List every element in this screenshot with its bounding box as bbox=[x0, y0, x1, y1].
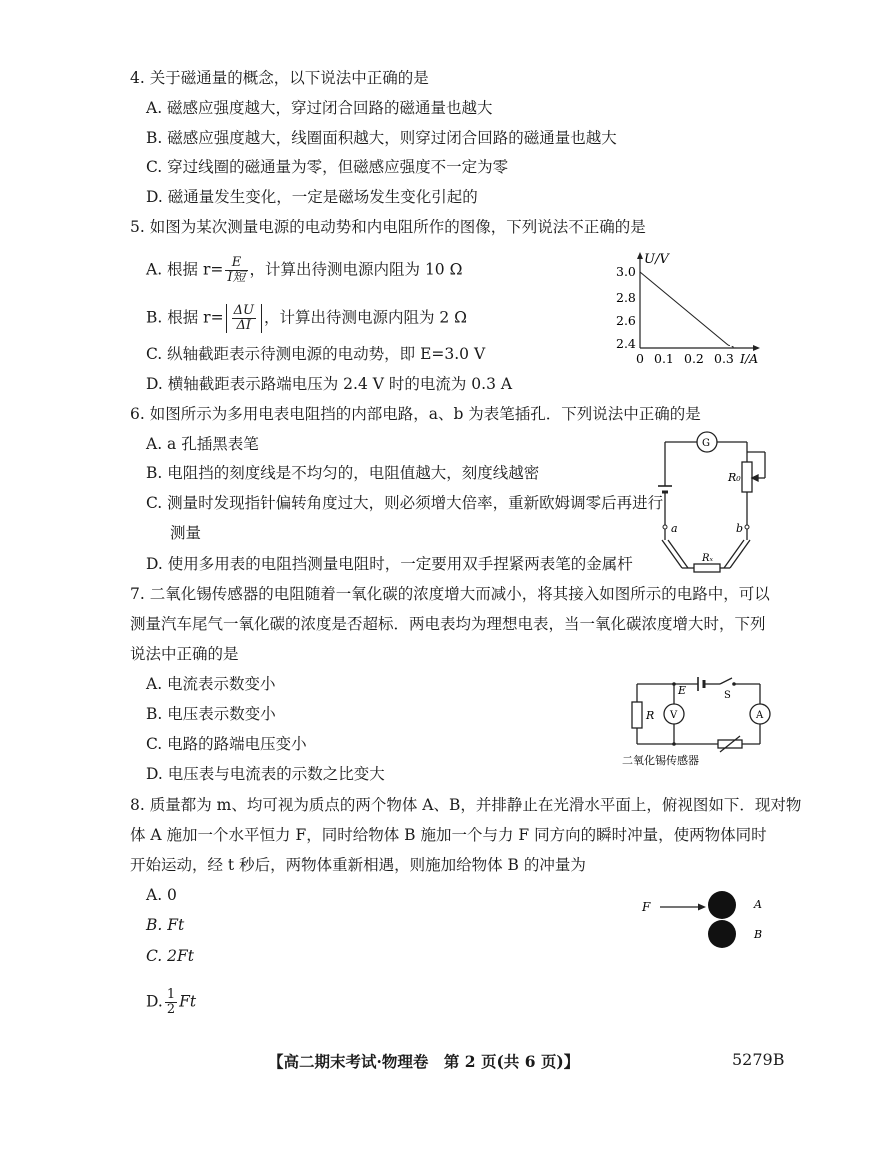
q8-objects-figure bbox=[636, 888, 776, 952]
q6-option-b: B. 电阻挡的刻度线是不均匀的，电阻值越大，刻度线越密 bbox=[146, 464, 540, 482]
r0-label: R₀ bbox=[728, 471, 741, 484]
q7-sensor-circuit bbox=[620, 676, 778, 770]
x-tick-0-2: 0.2 bbox=[684, 351, 704, 366]
q7-option-c: C. 电路的路端电压变小 bbox=[146, 735, 307, 753]
y-axis-label: U/V bbox=[644, 252, 669, 267]
object-b-label: B bbox=[754, 928, 763, 941]
q5-b-suffix: ，计算出待测电源内阻为 2 Ω bbox=[263, 308, 468, 327]
q6-option-c-line1: C. 测量时发现指针偏转角度过大，则必须增大倍率，重新欧姆调零后再进行 bbox=[146, 494, 664, 512]
q6-option-a: A. a 孔插黑表笔 bbox=[146, 435, 259, 453]
x-tick-0-3: 0.3 bbox=[714, 351, 734, 366]
q5-a-suffix: ，计算出待测电源内阻为 10 Ω bbox=[249, 260, 463, 279]
q7-stem-line1: 7. 二氧化锡传感器的电阻随着一氧化碳的浓度增大而减小，将其接入如图所示的电路中，可以 bbox=[130, 585, 770, 603]
q5-a-fraction bbox=[225, 256, 247, 285]
junction-top bbox=[672, 682, 676, 686]
force-arrow-head-icon bbox=[698, 904, 706, 911]
q6-ohmmeter-circuit bbox=[652, 428, 782, 578]
q8-stem-line1: 8. 质量都为 m、均可视为质点的两个物体 A、B，并排静止在光滑水平面上，俯视图如下．现对物 bbox=[130, 796, 802, 814]
b-label: b bbox=[736, 522, 744, 535]
force-label: F bbox=[642, 900, 651, 914]
junction-bottom bbox=[672, 742, 676, 746]
q7-option-d: D. 电压表与电流表的示数之比变大 bbox=[146, 765, 385, 783]
ammeter-label: A bbox=[756, 710, 764, 721]
q7-option-a: A. 电流表示数变小 bbox=[146, 675, 276, 693]
q8-d-suffix: Ft bbox=[179, 992, 197, 1011]
q5-stem: 5. 如图为某次测量电源的电动势和内电阻所作的图像，下列说法不正确的是 bbox=[130, 218, 646, 236]
q8-option-c: C. 2Ft bbox=[146, 947, 195, 965]
q8-d-fraction bbox=[165, 988, 177, 1017]
q5-ui-graph bbox=[604, 250, 774, 368]
q8-d-numerator: 1 bbox=[166, 987, 176, 1002]
sensor-caption: 二氧化锡传感器 bbox=[622, 754, 699, 767]
q7-stem-line3: 说法中正确的是 bbox=[130, 645, 239, 663]
x-tick-0-1: 0.1 bbox=[654, 351, 674, 366]
y-tick-3-0: 3.0 bbox=[616, 264, 636, 279]
q4-option-a: A. 磁感应强度越大，穿过闭合回路的磁通量也越大 bbox=[146, 99, 493, 117]
q4-option-c: C. 穿过线圈的磁通量为零，但磁感应强度不一定为零 bbox=[146, 158, 509, 176]
y-tick-2-4: 2.4 bbox=[616, 336, 636, 351]
page-footer: 【高二期末考试·物理卷 第 2 页(共 6 页)】 bbox=[268, 1052, 580, 1071]
object-b bbox=[708, 920, 736, 948]
q5-option-d: D. 横轴截距表示路端电压为 2.4 V 时的电流为 0.3 A bbox=[146, 375, 513, 393]
q5-a-numerator: E bbox=[225, 256, 247, 271]
switch-contact bbox=[732, 682, 736, 686]
q7-option-b: B. 电压表示数变小 bbox=[146, 705, 276, 723]
ui-line bbox=[640, 272, 728, 345]
paper-code: 5279B bbox=[732, 1050, 785, 1069]
object-a bbox=[708, 891, 736, 919]
q5-option-a bbox=[146, 256, 462, 285]
q8-option-b: B. Ft bbox=[146, 916, 185, 934]
object-a-label: A bbox=[754, 898, 762, 911]
q8-stem-line3: 开始运动，经 t 秒后，两物体重新相遇，则施加给物体 B 的冲量为 bbox=[130, 856, 586, 874]
q8-d-prefix: D. bbox=[146, 992, 163, 1011]
x-axis-label: I/A bbox=[740, 351, 759, 366]
q6-stem: 6. 如图所示为多用电表电阻挡的内部电路，a、b 为表笔插孔．下列说法中正确的是 bbox=[130, 405, 701, 423]
q6-option-c-line2: 测量 bbox=[170, 524, 202, 542]
voltmeter-label: V bbox=[670, 710, 678, 721]
q8-stem-line2: 体 A 施加一个水平恒力 F，同时给物体 B 施加一个与力 F 同方向的瞬时冲量，使两物体同时 bbox=[130, 826, 767, 844]
q7-stem-line2: 测量汽车尾气一氧化碳的浓度是否超标．两电表均为理想电表，当一氧化碳浓度增大时，下列 bbox=[130, 615, 766, 633]
q8-d-denominator: 2 bbox=[166, 1002, 176, 1017]
q5-b-absolute bbox=[226, 304, 262, 333]
emf-label: E bbox=[678, 684, 687, 697]
x-tick-0: 0 bbox=[636, 351, 644, 366]
terminal-b bbox=[745, 525, 749, 529]
q5-b-denominator: ΔI bbox=[236, 318, 252, 333]
q5-b-fraction bbox=[232, 304, 256, 333]
q4-option-b: B. 磁感应强度越大，线圈面积越大，则穿过闭合回路的磁通量也越大 bbox=[146, 129, 617, 147]
q4-option-d: D. 磁通量发生变化，一定是磁场发生变化引起的 bbox=[146, 188, 478, 206]
q5-a-denominator: I短 bbox=[227, 270, 246, 285]
q5-b-prefix: B. 根据 r= bbox=[146, 308, 224, 327]
rx-label: Rₓ bbox=[702, 553, 714, 564]
q8-option-a: A. 0 bbox=[146, 886, 177, 904]
y-tick-2-8: 2.8 bbox=[616, 290, 636, 305]
q5-a-prefix: A. 根据 r= bbox=[146, 260, 224, 279]
terminal-a bbox=[663, 525, 667, 529]
galvanometer-label: G bbox=[702, 438, 710, 449]
q6-option-d: D. 使用多用表的电阻挡测量电阻时，一定要用双手捏紧两表笔的金属杆 bbox=[146, 555, 633, 573]
q8-option-d bbox=[146, 988, 196, 1017]
q5-b-numerator: ΔU bbox=[233, 303, 254, 318]
y-tick-2-6: 2.6 bbox=[616, 313, 636, 328]
q5-option-c: C. 纵轴截距表示待测电源的电动势，即 E=3.0 V bbox=[146, 345, 486, 363]
a-label: a bbox=[671, 522, 678, 535]
q4-stem: 4. 关于磁通量的概念，以下说法中正确的是 bbox=[130, 69, 429, 87]
q5-option-b bbox=[146, 304, 467, 333]
y-axis-arrow-icon bbox=[637, 252, 643, 259]
resistor-label: R bbox=[646, 709, 655, 722]
switch-label: S bbox=[724, 690, 731, 701]
